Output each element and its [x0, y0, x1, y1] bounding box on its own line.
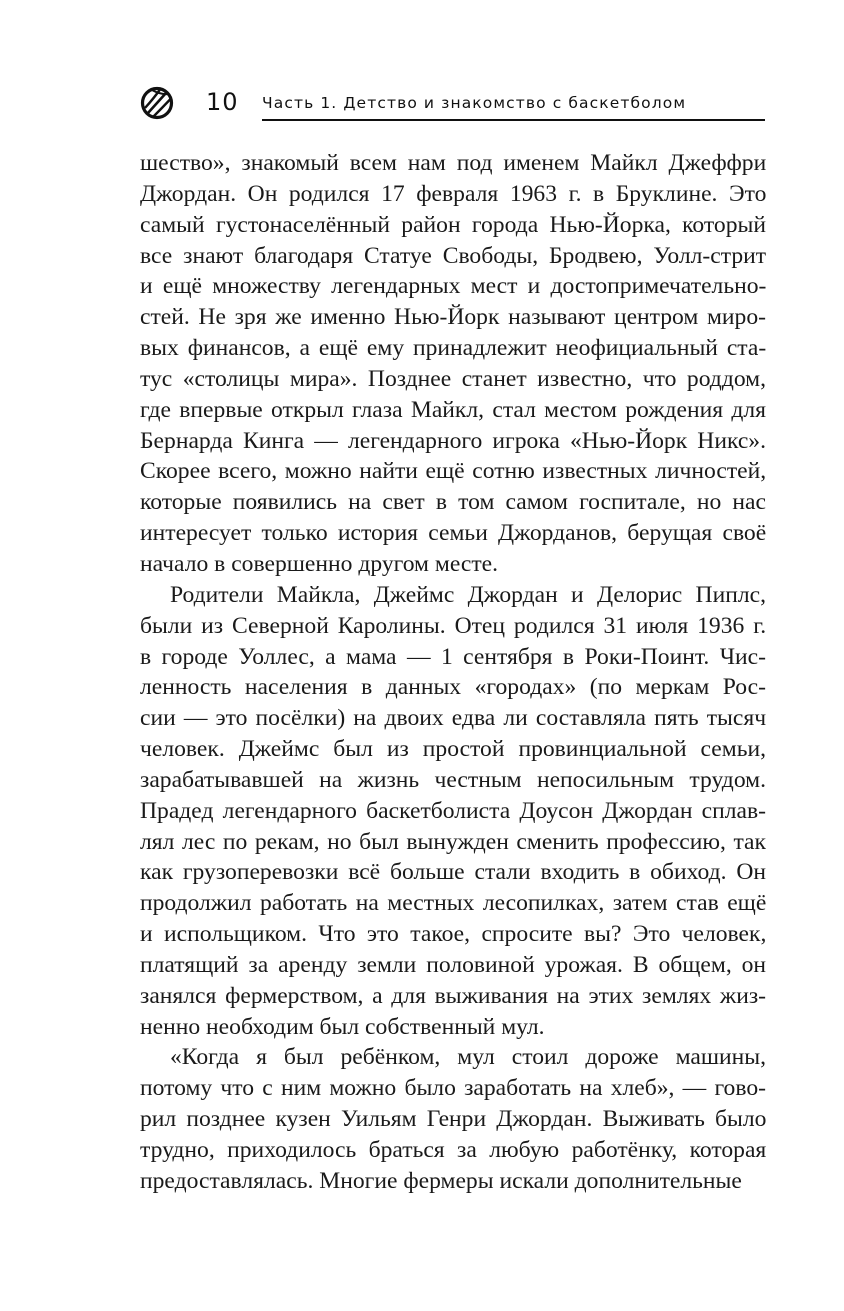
text-line: Родители Майкла, Джеймс Джордан и Делорис Пиплс, — [170, 581, 766, 608]
paragraph — [140, 148, 766, 580]
page-header — [138, 84, 768, 124]
text-line: и испольщиком. Что это такое, спросите вы? Это человек, — [140, 921, 767, 948]
text-line: вых финансов, а ещё ему принадлежит неофициальный ста- — [140, 335, 767, 362]
text-line: шество», знакомый всем нам под именем Майкл Джеффри — [140, 150, 767, 176]
text-line: Джордан. Он родился 17 февраля 1963 г. в Бруклине. Это — [140, 180, 767, 207]
running-title: Часть 1. Детство и знакомство с баскетболом — [262, 94, 687, 112]
text-line: платящий за аренду земли половиной урожая. В общем, он — [140, 951, 767, 978]
text-line: предоставлялась. Многие фермеры искали дополнительные — [140, 1167, 742, 1194]
text-line: в городе Уоллес, а мама — 1 сентября в Роки-Поинт. Чис- — [140, 643, 766, 670]
text-line: начало в совершенно другом месте. — [140, 550, 499, 577]
text-line: самый густонаселённый район города Нью-Йорка, который — [140, 211, 766, 238]
text-line: были из Северной Каролины. Отец родился 31 июля 1936 г. — [140, 612, 767, 639]
text-line: ленность населения в данных «городах» (по меркам Рос- — [140, 674, 766, 701]
text-line: стей. Не зря же именно Нью-Йорк называют центром миро- — [140, 304, 766, 331]
text-line: тус «столицы мира». Позднее станет известно, что роддом, — [140, 365, 766, 392]
text-line: которые появились на свет в том самом госпитале, но нас — [140, 489, 766, 516]
text-line: Бернарда Кинга — легендарного игрока «Нью-Йорк Никс». — [140, 427, 766, 454]
text-line: занялся фермерством, а для выживания на этих землях жиз- — [140, 982, 766, 1009]
text-line: лял лес по рекам, но был вынужден сменить профессию, так — [140, 828, 766, 855]
text-line: Скорее всего, можно найти ещё сотню известных личностей, — [140, 458, 767, 485]
text-line: и ещё множеству легендарных мест и достопримечательно- — [140, 273, 767, 300]
text-line: сии — это посёлки) на двоих едва ли составляла пять тысяч — [140, 705, 767, 732]
text-line: трудно, приходилось браться за любую работёнку, которая — [140, 1137, 767, 1163]
basketball-icon — [140, 86, 174, 120]
text-line: человек. Джеймс был из простой провинциальной семьи, — [140, 736, 766, 763]
text-line: «Когда я был ребёнком, мул стоил дороже машины, — [170, 1044, 766, 1071]
paragraph — [140, 1042, 766, 1196]
body-text — [140, 148, 766, 1197]
text-line: продолжил работать на местных лесопилках, затем став ещё — [140, 890, 767, 917]
text-line: рил позднее кузен Уильям Генри Джордан. Выживать было — [140, 1106, 767, 1133]
text-line: где впервые открыл глаза Майкл, стал местом рождения для — [140, 396, 766, 423]
text-line: зарабатывавшей на жизнь честным непосильным трудом. — [140, 766, 766, 793]
text-line: потому что с ним можно было заработать на хлеб», — гово- — [140, 1075, 766, 1102]
text-line: ненно необходим был собственный мул. — [140, 1013, 545, 1040]
paragraph — [140, 580, 766, 1043]
text-line: все знают благодаря Статуе Свободы, Бродвею, Уолл-стрит — [140, 242, 767, 269]
page-number: 10 — [206, 88, 239, 116]
text-line: Прадед легендарного баскетболиста Доусон Джордан сплав- — [140, 797, 766, 824]
header-rule — [262, 119, 765, 121]
text-line: интересует только история семьи Джорданов, берущая своё — [140, 520, 767, 547]
text-line: как грузоперевозки всё больше стали входить в обиход. Он — [140, 859, 766, 886]
